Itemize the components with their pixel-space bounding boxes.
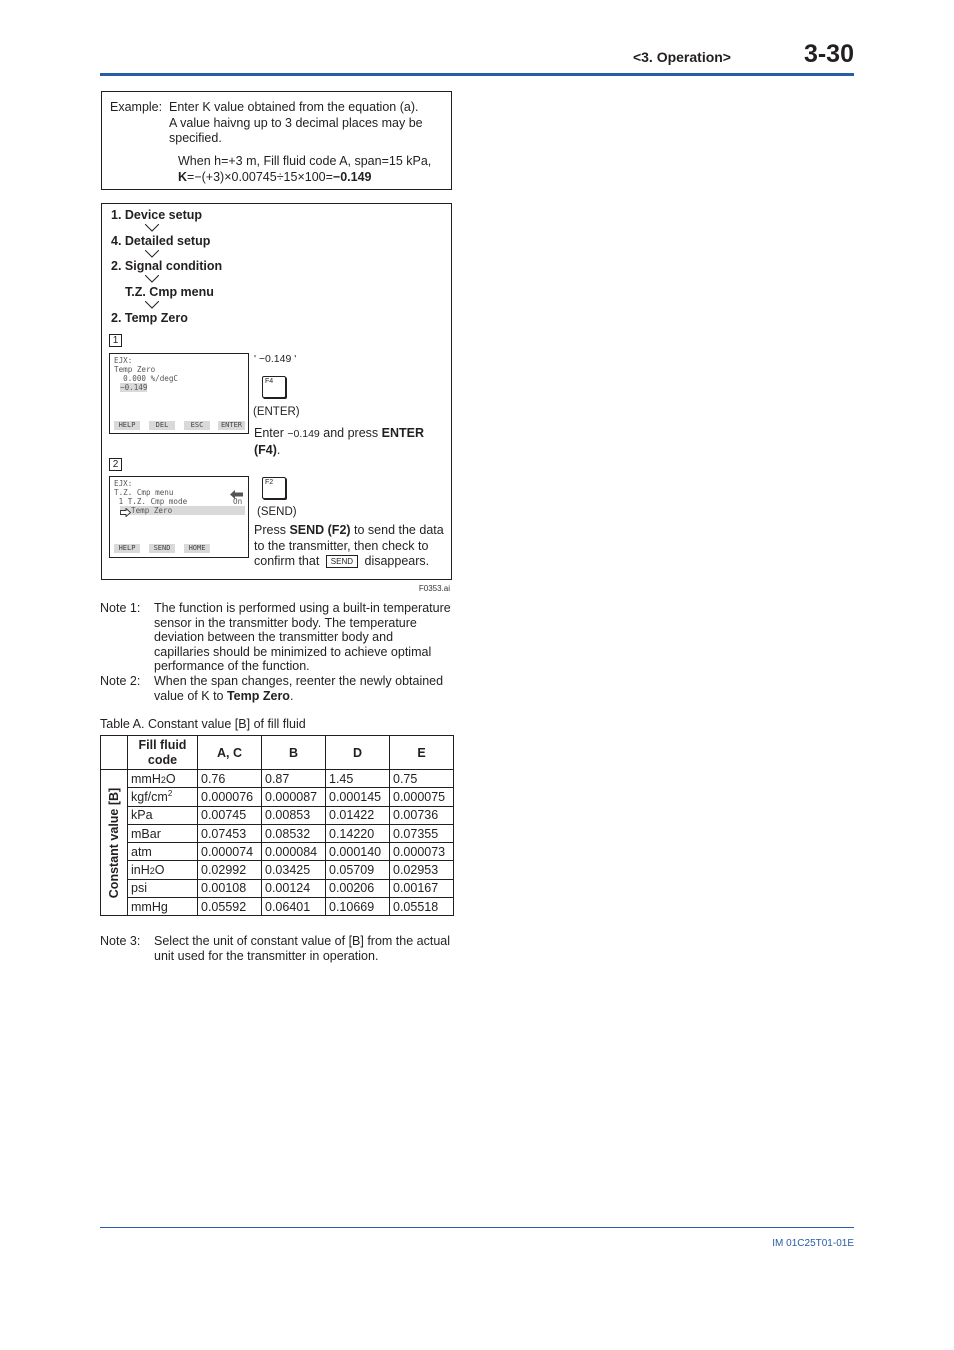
- example-box: [101, 91, 452, 190]
- softkey-enter[interactable]: ENTER: [218, 421, 245, 430]
- table-row: [101, 861, 454, 879]
- table-cell: 1.45: [326, 770, 390, 788]
- table-cell: 0.000087: [262, 788, 326, 806]
- k-expression: =−(+3)×0.00745÷15×100=: [187, 169, 333, 184]
- unit-cell: mmH2O: [128, 770, 198, 788]
- table-header: E: [390, 736, 454, 770]
- instr-key: SEND (F2): [289, 523, 351, 537]
- menu-step-tz-cmp-menu: T.Z. Cmp menu: [125, 285, 214, 299]
- page-number: 3-30: [803, 40, 854, 68]
- section-title: <3. Operation>: [632, 49, 731, 65]
- lcd-line-value: On: [233, 497, 243, 506]
- input-value-label: ' −0.149 ': [254, 353, 297, 365]
- instr-text: and press: [319, 426, 382, 440]
- table-corner: [101, 736, 128, 770]
- table-row: [101, 824, 454, 842]
- send-badge: SEND: [326, 555, 358, 568]
- f4-key-label: F4: [265, 378, 274, 385]
- constant-value-table: [100, 735, 454, 916]
- lcd-selected-row[interactable]: [120, 506, 245, 515]
- table-cell: 0.000076: [198, 788, 262, 806]
- pointer-arrow-icon: [120, 506, 131, 515]
- softkey-esc[interactable]: ESC: [184, 421, 210, 430]
- document-id: IM 01C25T01-01E: [772, 1238, 854, 1249]
- instr-key: ENTER (F4): [254, 426, 424, 457]
- lcd-line: T.Z. Cmp menu: [114, 488, 174, 497]
- menu-step-detailed-setup: 4. Detailed setup: [111, 234, 211, 248]
- lcd-line: 0.000 %/degC: [114, 374, 179, 383]
- lcd-input-value[interactable]: −0.149: [120, 383, 148, 392]
- note-text: The function is performed using a built-in temperature sensor in the transmitter body. The temperature deviation between the transmitter body and capillaries should be minimized to achieve optimal performance of the function.: [154, 601, 451, 674]
- example-calculation: [178, 154, 450, 185]
- unit-cell: kPa: [128, 806, 198, 824]
- note-text: [154, 674, 451, 703]
- chevron-down-icon: [145, 224, 159, 232]
- table-header: B: [262, 736, 326, 770]
- example-line1: Enter K value obtained from the equation (a).: [169, 100, 419, 114]
- table-row: [101, 898, 454, 916]
- table-cell: 0.08532: [262, 824, 326, 842]
- note-text-part: .: [289, 688, 294, 703]
- chevron-down-icon: [145, 250, 159, 258]
- example-label: Example:: [110, 100, 163, 114]
- table-cell: 0.000145: [326, 788, 390, 806]
- table-cell: 0.02992: [198, 861, 262, 879]
- softkey-help[interactable]: HELP: [114, 544, 140, 553]
- table-cell: 0.02953: [390, 861, 454, 879]
- table-cell: 0.06401: [262, 898, 326, 916]
- figure-id: F0353.ai: [418, 584, 450, 593]
- table-cell: 0.05518: [390, 898, 454, 916]
- table-row: [101, 770, 454, 788]
- f2-key[interactable]: [262, 477, 286, 499]
- lcd-line: Temp Zero: [131, 506, 173, 515]
- unit-cell: psi: [128, 879, 198, 897]
- table-cell: 0.000075: [390, 788, 454, 806]
- table-header: D: [326, 736, 390, 770]
- note-label: Note 2:: [100, 674, 141, 688]
- instr-text: Enter: [254, 426, 288, 440]
- procedure-box: [101, 203, 452, 580]
- table-cell: 0.00108: [198, 879, 262, 897]
- table-row: [101, 806, 454, 824]
- example-text: [169, 100, 439, 147]
- table-row: [101, 879, 454, 897]
- menu-step-signal-condition: 2. Signal condition: [111, 259, 223, 273]
- table-cell: 0.87: [262, 770, 326, 788]
- unit-cell: kgf/$cm^2$: [128, 788, 198, 806]
- table-cell: 0.14220: [326, 824, 390, 842]
- step-number: 1: [109, 334, 122, 347]
- table-cell: 0.000073: [390, 843, 454, 861]
- note-label: Note 1:: [100, 601, 141, 615]
- k-symbol: K: [178, 169, 188, 184]
- instr-value: −0.149: [287, 428, 320, 440]
- note-label: Note 3:: [100, 934, 141, 948]
- footer-rule: [100, 1227, 854, 1228]
- example-when: When h=+3 m, Fill fluid code A, span=15 kPa,: [178, 154, 432, 168]
- table-header: Fill fluid code: [128, 736, 198, 770]
- table-cell: 0.000140: [326, 843, 390, 861]
- table-cell: 0.75: [390, 770, 454, 788]
- table-header: A, C: [198, 736, 262, 770]
- note-text-part: When the span changes, reenter the newly obtained value of K to: [154, 674, 444, 703]
- table-cell: 0.000074: [198, 843, 262, 861]
- row-group-header: [101, 770, 128, 916]
- step1-instruction: [254, 426, 450, 458]
- table-cell: 0.76: [198, 770, 262, 788]
- step2-instruction: [254, 523, 452, 570]
- back-arrow-icon[interactable]: [230, 488, 243, 497]
- chevron-down-icon: [145, 275, 159, 283]
- table-cell: 0.07453: [198, 824, 262, 842]
- table-cell: 0.01422: [326, 806, 390, 824]
- chevron-down-icon: [145, 301, 159, 309]
- table-row: [101, 788, 454, 806]
- f4-key[interactable]: [262, 376, 286, 398]
- softkey-del[interactable]: DEL: [149, 421, 175, 430]
- table-cell: 0.00736: [390, 806, 454, 824]
- instr-text: to send the data to the transmitter, then check to confirm that: [254, 523, 444, 568]
- table-cell: 0.05709: [326, 861, 390, 879]
- k-result: −0.149: [332, 169, 372, 184]
- lcd-line: 1 T.Z. Cmp mode: [114, 497, 188, 506]
- table-row: [101, 843, 454, 861]
- table-cell: 0.00745: [198, 806, 262, 824]
- instr-text: .: [276, 442, 281, 457]
- lcd-screen: [109, 353, 249, 434]
- lcd-screen: [109, 476, 249, 558]
- table-cell: 0.03425: [262, 861, 326, 879]
- menu-step-temp-zero: 2. Temp Zero: [111, 311, 188, 325]
- note-text-bold: Temp Zero: [226, 688, 290, 703]
- unit-cell: atm: [128, 843, 198, 861]
- f2-key-label: F2: [265, 479, 274, 486]
- row-group-label: Constant value [B]: [107, 787, 121, 898]
- softkey-help[interactable]: HELP: [114, 421, 140, 430]
- lcd-line: Temp Zero: [114, 365, 156, 374]
- table-cell: 0.00124: [262, 879, 326, 897]
- lcd-line: EJX:: [114, 479, 133, 488]
- table-cell: 0.10669: [326, 898, 390, 916]
- unit-cell: mmHg: [128, 898, 198, 916]
- step-number: 2: [109, 458, 122, 471]
- table-cell: 0.00853: [262, 806, 326, 824]
- instr-text: disappears.: [361, 554, 430, 568]
- enter-caption: (ENTER): [253, 406, 300, 418]
- table-caption: Table A. Constant value [B] of fill fluid: [100, 717, 306, 731]
- softkey-home[interactable]: HOME: [184, 544, 210, 553]
- table-cell: 0.000084: [262, 843, 326, 861]
- note-text: Select the unit of constant value of [B] from the actual unit used for the transmitter in operation.: [154, 934, 451, 963]
- unit-cell: inH2O: [128, 861, 198, 879]
- unit-cell: mBar: [128, 824, 198, 842]
- send-caption: (SEND): [257, 506, 297, 518]
- instr-text: Press: [254, 523, 290, 537]
- table-cell: 0.07355: [390, 824, 454, 842]
- header-rule: [100, 73, 854, 76]
- table-cell: 0.00167: [390, 879, 454, 897]
- table-cell: 0.00206: [326, 879, 390, 897]
- lcd-line: EJX:: [114, 356, 133, 365]
- softkey-send[interactable]: SEND: [149, 544, 175, 553]
- table-cell: 0.05592: [198, 898, 262, 916]
- example-line2: A value haivng up to 3 decimal places may be specified.: [169, 115, 423, 145]
- table-header-row: [101, 736, 454, 770]
- menu-step-device-setup: 1. Device setup: [111, 208, 203, 222]
